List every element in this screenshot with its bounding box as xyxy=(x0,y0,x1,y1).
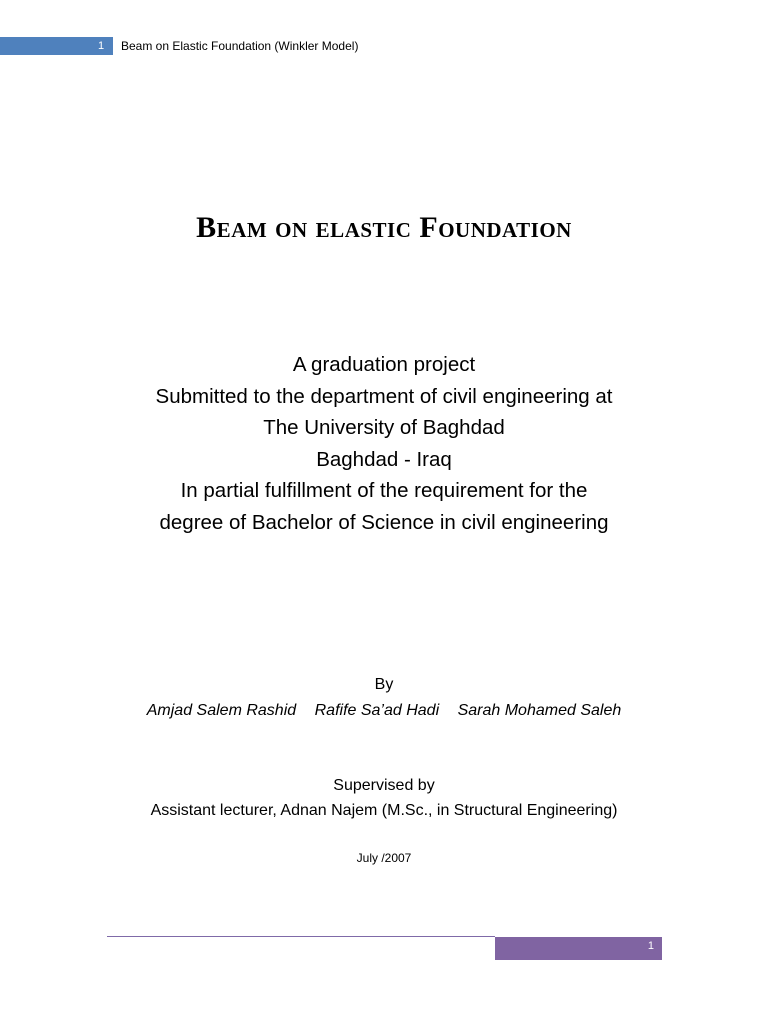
author-name: Amjad Salem Rashid xyxy=(146,702,297,719)
subtitle-line: Baghdad - Iraq xyxy=(316,447,452,471)
header-running-title: Beam on Elastic Foundation (Winkler Model) xyxy=(121,39,359,53)
header-page-number: 1 xyxy=(97,40,105,52)
by-label: By xyxy=(374,676,394,693)
subtitle-line: The University of Baghdad xyxy=(263,416,505,439)
submission-date: July /2007 xyxy=(356,851,412,865)
footer-page-box xyxy=(495,937,662,960)
subtitle-line: Submitted to the department of civil engineering at xyxy=(155,384,613,408)
footer-rule xyxy=(107,936,495,937)
supervised-by-label: Supervised by xyxy=(333,777,435,794)
subtitle-block xyxy=(0,349,768,538)
authors-line xyxy=(0,700,768,722)
document-title: Beam on elastic Foundation xyxy=(196,211,572,244)
subtitle-line: In partial fulfillment of the requirement for the xyxy=(180,479,588,502)
author-name: Sarah Mohamed Saleh xyxy=(457,702,622,719)
subtitle-line: degree of Bachelor of Science in civil engineering xyxy=(159,510,609,534)
author-name: Rafife Sa’ad Hadi xyxy=(314,702,440,719)
subtitle-line: A graduation project xyxy=(292,353,476,376)
supervisor-name: Assistant lecturer, Adnan Najem (M.Sc., in Structural Engineering) xyxy=(150,802,618,819)
footer-page-number: 1 xyxy=(647,940,654,952)
